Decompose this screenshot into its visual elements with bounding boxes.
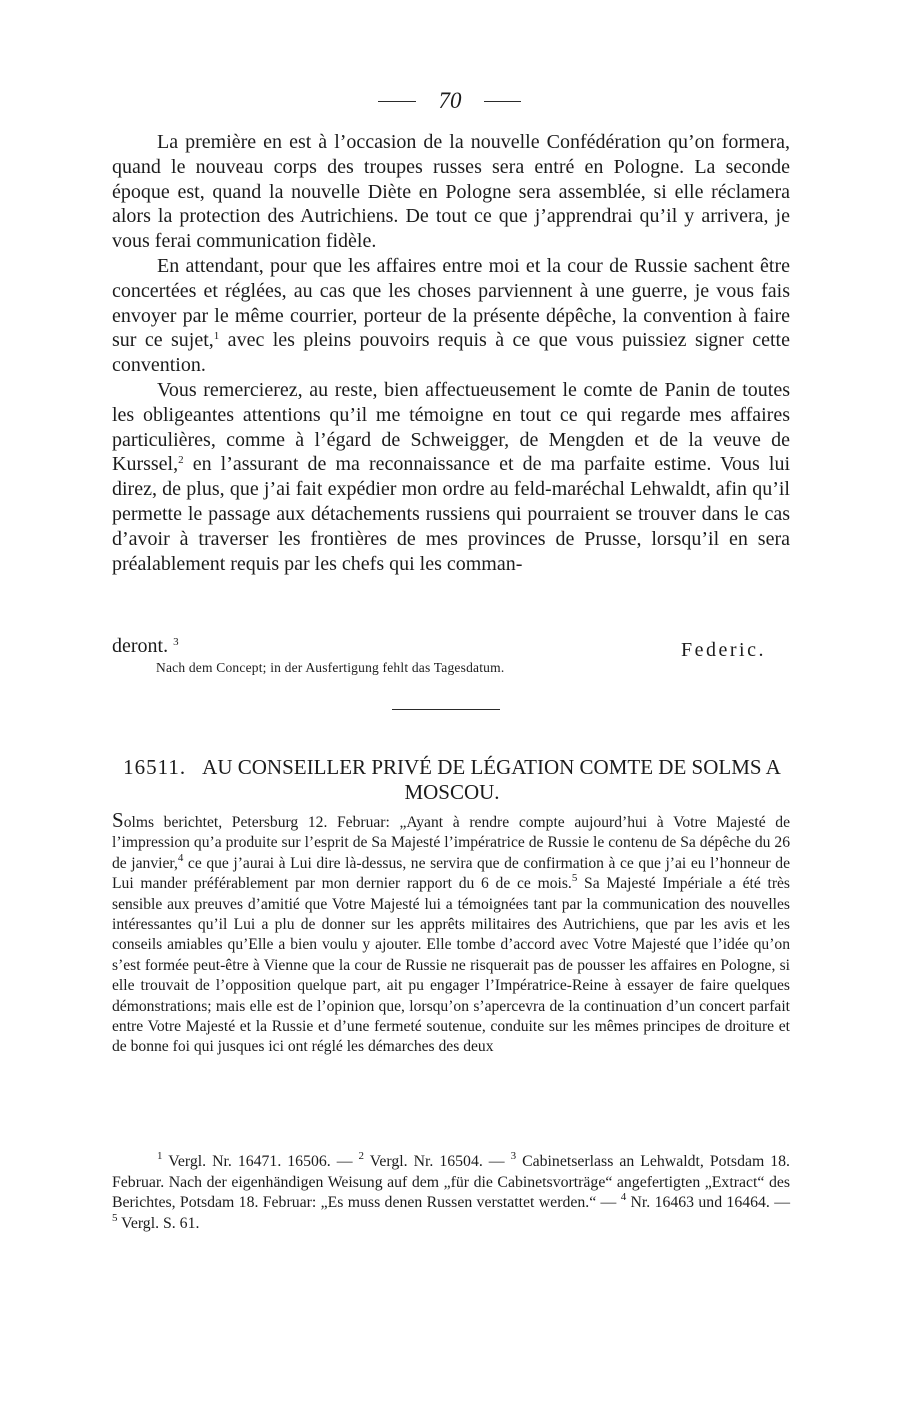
report-summary: Solms berichtet, Petersburg 12. Februar: „Ayant à rendre compte aujourd’hui à Votre Majesté de l’impression qu’a produite sur l’esprit de Sa Majesté l’impératrice de Russie le contenu de Sa dépêche du 26 de janvier,$^4$ ce que j’aurai à Lui dire là-dessus, ne servira que de confirmation à ce que j’ai eu l’honneur de Lui mander préférablement par mon dernier rapport du 6 de ce mois.$^5$ Sa Majesté Impériale a été très sensible aux preuves d’amitié que Votre Majesté lui a témoignées tant par la communication des nouvelles intéressantes qu’il Lui a plu de donner sur les apprêts militaires des Autrichiens, que par les avis et les conseils amiables qu’Elle a bien voulu y ajouter. Elle tombe d’accord avec Votre Majesté que l’idée qu’on s’est formée peut-être à Vienne que la cour de Russie ne risquerait pas de pousser les affaires en Pologne, si elle trouvait de l’opposition quelque part, ait pu engager l’Impératrice-Reine à essayer de faire quelques démonstrations; mais elle est de l’opinion que, lorsqu’on s’apercevra de la continuation d’un concert parfait entre Votre Majesté et la Russie et d’une fermeté soutenue, conduite sur les mêmes principes de droiture et de bonne foi qui jusques ici ont réglé les démarches des deux bbox=[112, 808, 791, 1056]
paragraph-2: En attendant, pour que les affaires entre moi et la cour de Russie sachent être concertées et réglées, au cas que les choses parviennent à une guerre, je vous fais envoyer par le même courrier, porteur de la présente dépêche, la convention à faire sur ce sujet,$^1$ avec les pleins pouvoirs requis à ce que vous puissiez signer cette convention. bbox=[112, 254, 790, 377]
footnote-mark: 1 bbox=[157, 1150, 163, 1162]
page-number: 70 bbox=[438, 88, 462, 113]
footnote-ref-3: 3 bbox=[173, 636, 179, 648]
header-rule-right bbox=[484, 101, 521, 102]
document-title: AU CONSEILLER PRIVÉ DE LÉGATION COMTE DE SOLMS A MOSCOU. bbox=[202, 755, 781, 804]
footnote-mark: 2 bbox=[358, 1150, 365, 1162]
source-note: Nach dem Concept; in der Ausfertigung fehlt das Tagesdatum. bbox=[156, 660, 505, 675]
footnote-ref-1: 1 bbox=[213, 330, 220, 343]
closing-fragment: deront. $^3$ bbox=[112, 635, 179, 657]
page-header bbox=[0, 88, 900, 112]
section-divider bbox=[392, 709, 500, 710]
footnote-mark: 4 bbox=[620, 1191, 627, 1204]
footnote-text: Vergl. S. 61. bbox=[117, 1214, 200, 1232]
footnote-text: Nr. 16463 und 16464. — bbox=[626, 1194, 790, 1212]
signature: Federic. bbox=[681, 639, 766, 661]
document-heading bbox=[112, 755, 792, 805]
closing-row bbox=[112, 635, 790, 661]
footnote-mark: 5 bbox=[112, 1211, 118, 1224]
footnote-ref-2: 2 bbox=[178, 454, 184, 467]
footnote-ref-5: 5 bbox=[571, 872, 578, 885]
footnote-text: Vergl. Nr. 16471. 16506. — bbox=[162, 1153, 359, 1170]
letter-body bbox=[112, 130, 790, 576]
paragraph-3: Vous remercierez, au reste, bien affectueusement le comte de Panin de toutes les obligeantes attentions qu’il me témoigne en tout ce qui regarde mes affaires particulières, comme à l’égard de Schweigger, de Mengden et de la veuve de Kurssel,$^2$ en l’assurant de ma reconnaissance et de ma parfaite estime. Vous lui direz, de plus, que j’ai fait expédier mon ordre au feld-maréchal Lehwaldt, afin qu’il permette le passage aux détachements russiens qui pourraient se trouver dans le cas d’avoir à traverser les frontières de mes provinces de Prusse, lorsqu’il en sera préalablement requis par les chefs qui les comman- bbox=[112, 378, 790, 575]
paragraph-1: La première en est à l’occasion de la nouvelle Confédération qu’on formera, quand le nouveau corps des troupes russes sera entré en Pologne. La seconde époque est, quand la nouvelle Diète en Pologne sera assemblée, si elle réclamera alors la protection des Autrichiens. De tout ce que j’apprendrai qu’il y arrivera, je vous ferai communication fidèle. bbox=[112, 131, 790, 253]
footnote-text: Vergl. Nr. 16504. — bbox=[364, 1153, 511, 1170]
footnote-mark: 3 bbox=[510, 1150, 517, 1162]
initial-letter: S bbox=[112, 808, 124, 832]
footnote-ref-4: 4 bbox=[177, 851, 184, 864]
footnote-text: Cabinetserlass an Lehwaldt, Potsdam 18. Februar. Nach der eigenhändigen Weisung auf dem „für die Cabinetsvorträge“ angefertigten „Extract“ des Berichtes, Potsdam 18. Februar: „Es muss denen Russen verstattet werden.“ — bbox=[112, 1153, 791, 1212]
document-number: 16511. bbox=[123, 755, 187, 779]
footnotes bbox=[112, 1152, 790, 1234]
header-rule-left bbox=[378, 101, 416, 102]
